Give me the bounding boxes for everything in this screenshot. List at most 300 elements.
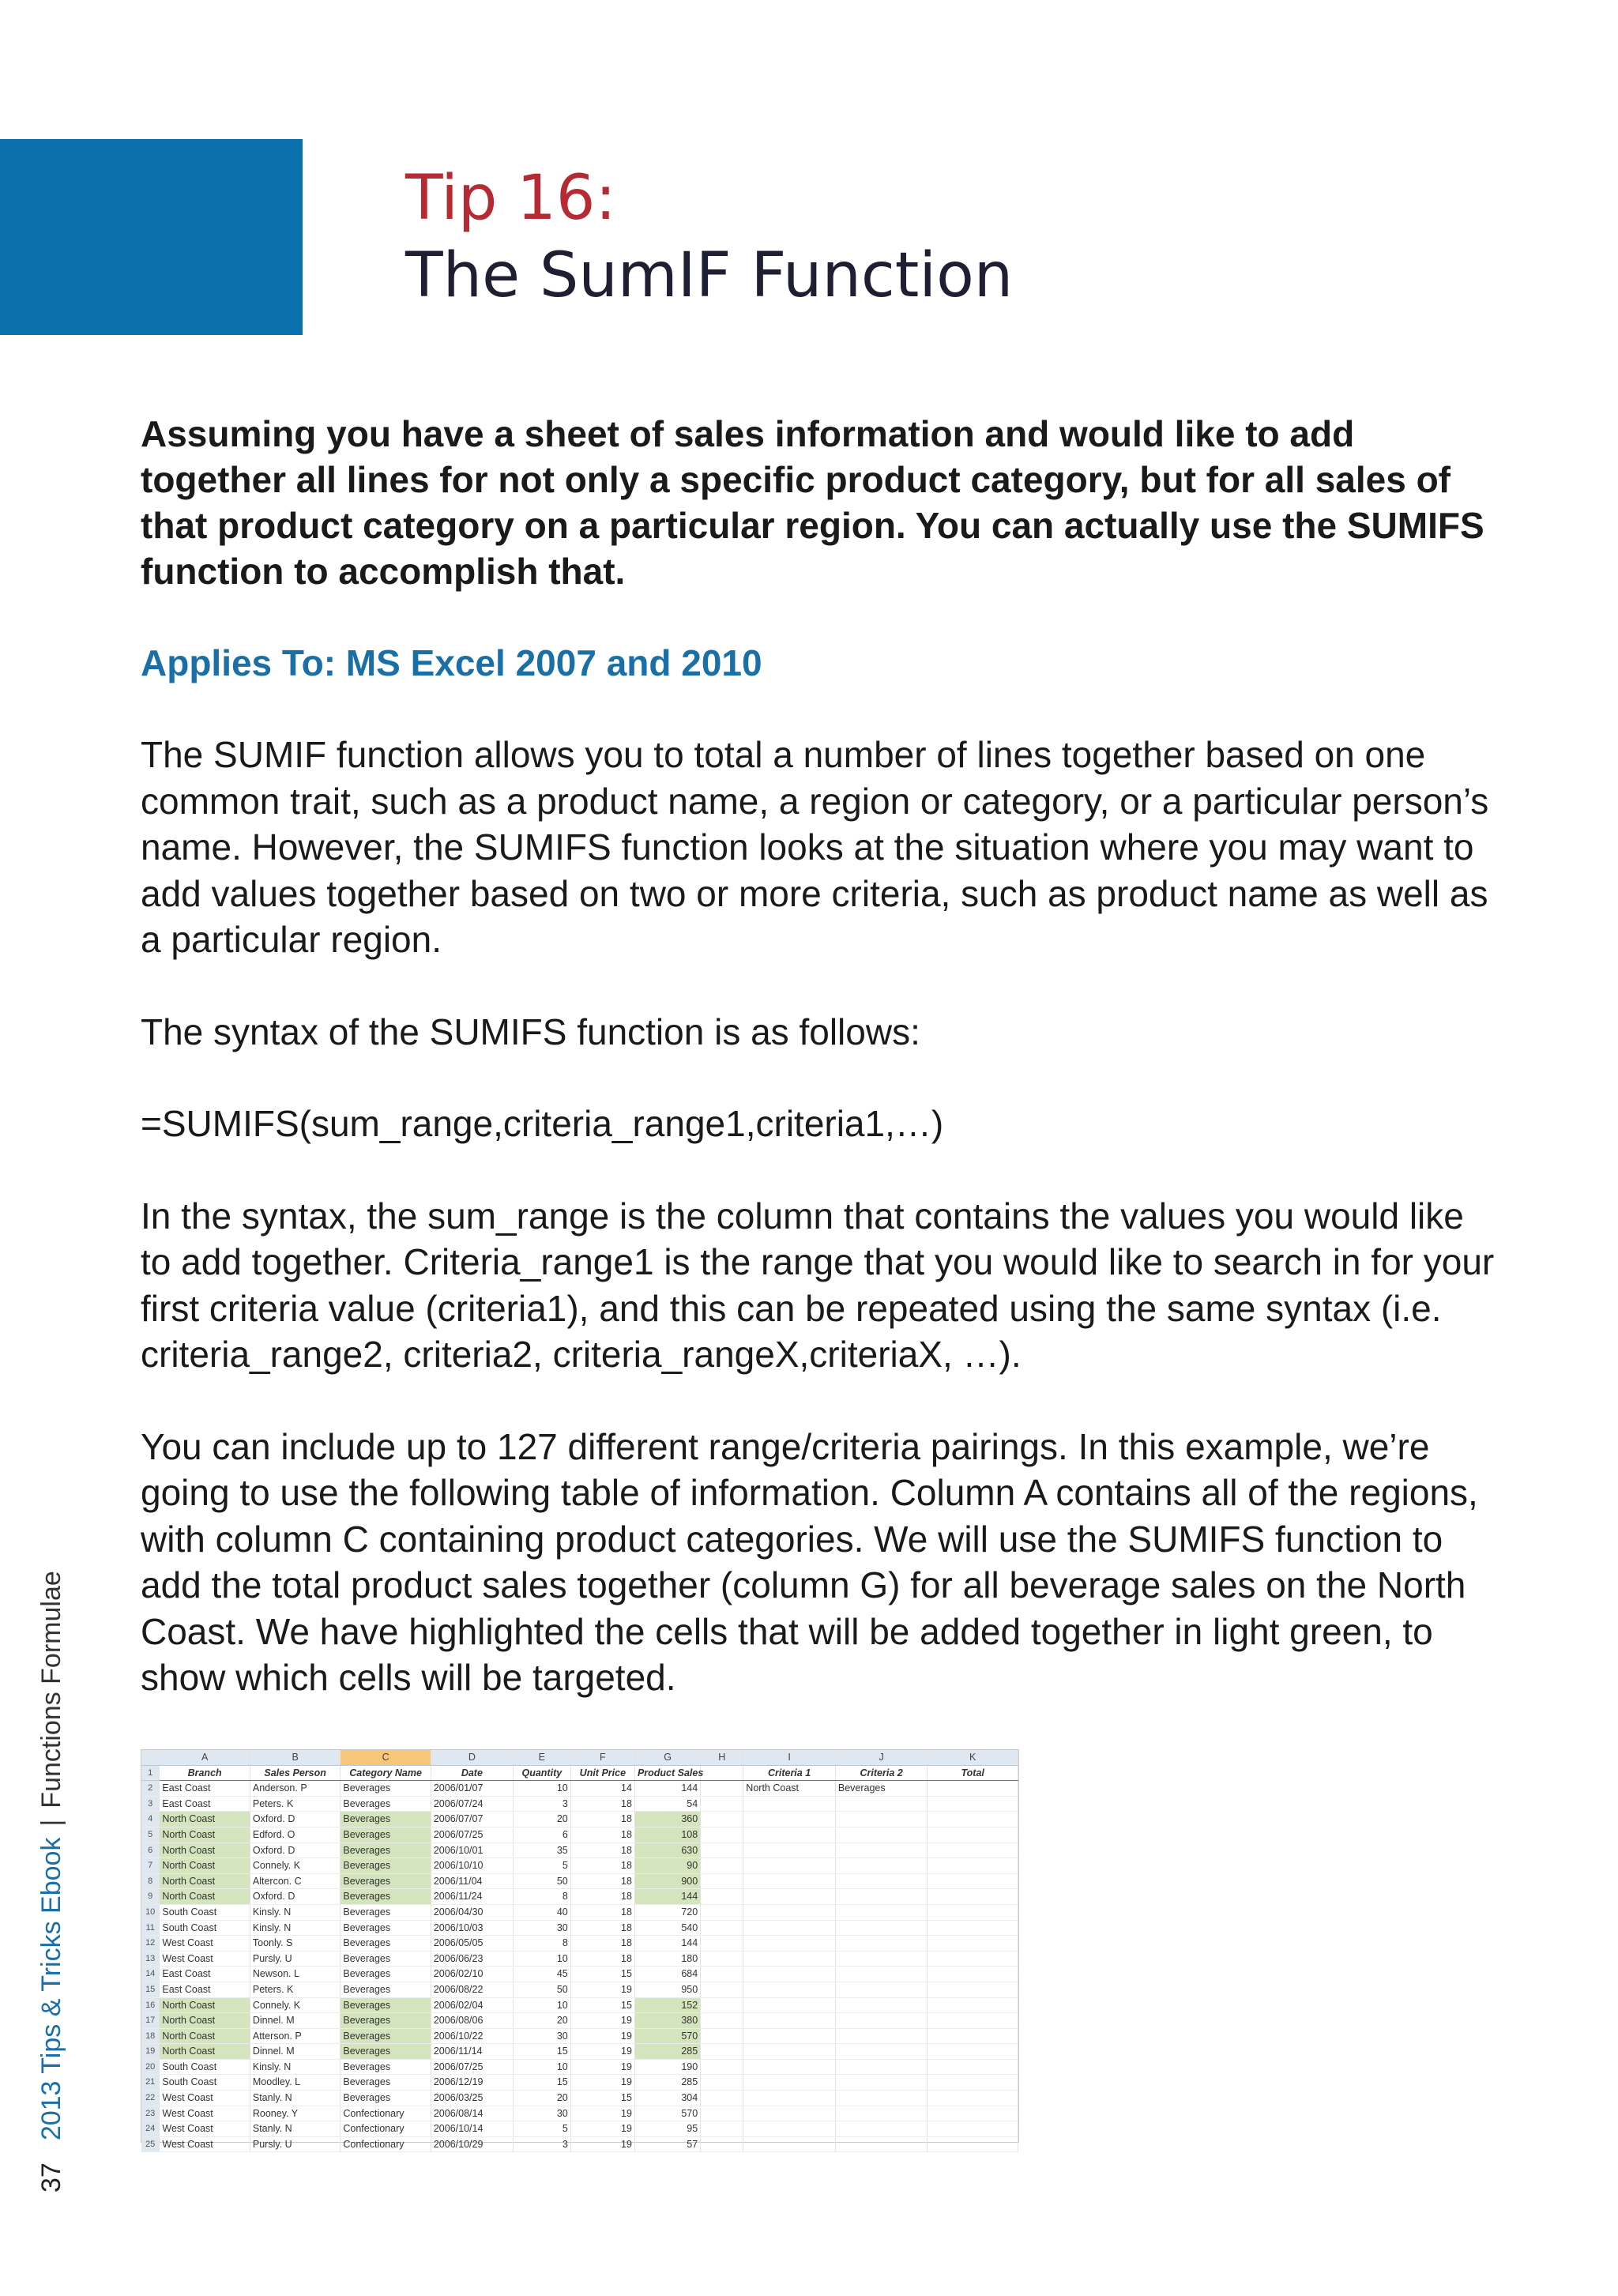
table-cell: North Coast [160,1858,250,1874]
table-cell: Beverages [341,1858,431,1874]
table-cell: North Coast [160,1812,250,1827]
table-cell [701,1842,743,1858]
table-cell: Kinsly. N [250,2059,340,2075]
table-cell: Rooney. Y [250,2106,340,2121]
table-row [141,2044,1018,2060]
table-cell: 152 [634,1997,700,2013]
table-row [141,2121,1018,2137]
table-cell: 2006/10/22 [431,2028,513,2044]
row-number: 11 [141,1920,160,1936]
table-cell [701,1951,743,1967]
row-number: 4 [141,1812,160,1827]
column-letter: C [341,1750,431,1765]
syntax-formula: =SUMIFS(sum_range,criteria_range1,criteria1,…) [141,1103,944,1144]
table-cell [835,1967,928,1982]
row-number: 1 [141,1765,160,1781]
row-number: 24 [141,2121,160,2137]
page-title: The SumIF Function [405,240,1014,311]
vertical-footer [32,1402,71,2192]
table-row [141,1951,1018,1967]
table-cell: 95 [634,2121,700,2137]
table-cell: 2006/10/29 [431,2136,513,2152]
table-cell: 15 [513,2075,570,2091]
table-cell [743,1982,836,1997]
page-number: 37 [36,2162,66,2192]
table-row [141,1827,1018,1842]
table-cell [701,1904,743,1920]
table-row [141,1982,1018,1997]
table-row [141,1997,1018,2013]
table-cell: 5 [513,2121,570,2137]
table-cell [701,1982,743,1997]
table-cell [835,1858,928,1874]
table-cell: 10 [513,1951,570,1967]
table-cell: 10 [513,1997,570,2013]
table-cell [928,1936,1018,1952]
table-cell [701,1920,743,1936]
table-cell: 19 [570,2121,634,2137]
table-cell: Beverages [341,1827,431,1842]
table-cell [928,2136,1018,2152]
table-cell [928,1889,1018,1905]
table-cell [743,2091,836,2106]
table-cell [743,2013,836,2029]
table-cell [743,2106,836,2121]
table-cell [835,1997,928,2013]
table-cell: 2006/07/25 [431,2059,513,2075]
table-cell [928,1812,1018,1827]
table-cell [928,1982,1018,1997]
table-row [141,2136,1018,2152]
table-cell [835,1951,928,1967]
table-cell: 570 [634,2028,700,2044]
column-letter: K [928,1750,1018,1765]
table-cell: 20 [513,1812,570,1827]
table-cell: 20 [513,2091,570,2106]
table-row [141,1858,1018,1874]
table-cell: 30 [513,2106,570,2121]
table-cell: Beverages [341,1951,431,1967]
table-row [141,2106,1018,2121]
table-cell: Confectionary [341,2106,431,2121]
table-cell [701,1873,743,1889]
table-cell [835,2106,928,2121]
table-cell [835,1904,928,1920]
table-cell: Beverages [341,2028,431,2044]
table-cell: 380 [634,2013,700,2029]
table-cell: South Coast [160,1920,250,1936]
table-cell: 2006/10/14 [431,2121,513,2137]
table-cell: 10 [513,1781,570,1797]
table-cell: 2006/02/04 [431,1997,513,2013]
table-cell: East Coast [160,1796,250,1812]
row-number: 12 [141,1936,160,1952]
table-cell: 2006/06/23 [431,1951,513,1967]
table-cell: 2006/12/19 [431,2075,513,2091]
table-cell: Beverages [341,1997,431,2013]
table-cell [701,1796,743,1812]
table-cell [743,2075,836,2091]
table-row [141,1889,1018,1905]
table-cell: Beverages [341,1904,431,1920]
table-cell: 360 [634,1812,700,1827]
table-cell: 2006/11/04 [431,1873,513,1889]
table-cell [835,2013,928,2029]
table-cell: Beverages [341,1842,431,1858]
table-cell [701,2091,743,2106]
table-cell [743,1967,836,1982]
table-cell [835,2136,928,2152]
row-number: 10 [141,1904,160,1920]
table-cell: 285 [634,2044,700,2060]
table-cell: 180 [634,1951,700,1967]
table-cell: 10 [513,2059,570,2075]
table-cell: South Coast [160,2075,250,2091]
table-cell: Pursly. U [250,2136,340,2152]
row-number: 16 [141,1997,160,2013]
row-number: 7 [141,1858,160,1874]
table-cell: 45 [513,1967,570,1982]
row-number: 20 [141,2059,160,2075]
table-cell: Edford. O [250,1827,340,1842]
table-cell: West Coast [160,1936,250,1952]
column-header: Quantity [513,1765,570,1781]
table-cell: North Coast [160,1997,250,2013]
table-cell [743,2136,836,2152]
table-cell: 19 [570,2075,634,2091]
table-cell [928,1827,1018,1842]
table-cell: 2006/10/01 [431,1842,513,1858]
table-cell: 5 [513,1858,570,1874]
table-cell: 30 [513,2028,570,2044]
table-cell: 2006/11/24 [431,1889,513,1905]
table-cell [701,2106,743,2121]
table-cell: 2006/03/25 [431,2091,513,2106]
row-number: 17 [141,2013,160,2029]
column-header [701,1765,743,1781]
table-cell [743,1936,836,1952]
row-number: 3 [141,1796,160,1812]
table-cell [835,2044,928,2060]
table-cell: 50 [513,1982,570,1997]
table-cell: 50 [513,1873,570,1889]
table-cell: 2006/07/25 [431,1827,513,1842]
table-cell: West Coast [160,2121,250,2137]
field-header-row [141,1765,1018,1781]
table-cell: 2006/10/10 [431,1858,513,1874]
table-cell [835,1827,928,1842]
table-cell [928,1873,1018,1889]
table-cell [743,1904,836,1920]
table-cell: 144 [634,1936,700,1952]
table-cell: 900 [634,1873,700,1889]
table-cell: 6 [513,1827,570,1842]
table-cell: 144 [634,1781,700,1797]
table-cell: Beverages [341,1873,431,1889]
table-cell: West Coast [160,2136,250,2152]
table-cell [701,1997,743,2013]
table-cell: 18 [570,1904,634,1920]
table-cell: 19 [570,1982,634,1997]
table-row [141,1936,1018,1952]
table-cell: 18 [570,1951,634,1967]
table-cell [743,1842,836,1858]
table-row [141,2013,1018,2029]
table-cell: 15 [570,1967,634,1982]
table-cell [743,1951,836,1967]
table-cell: 30 [513,1920,570,1936]
table-cell: Newson. L [250,1967,340,1982]
table-cell: 18 [570,1827,634,1842]
table-cell [701,1936,743,1952]
table-cell: 108 [634,1827,700,1842]
table-cell: 2006/08/06 [431,2013,513,2029]
table-cell: 40 [513,1904,570,1920]
tip-number: Tip 16: [405,163,616,234]
column-letter: B [250,1750,340,1765]
table-cell: West Coast [160,2091,250,2106]
table-cell [701,2075,743,2091]
table-row [141,1920,1018,1936]
table-cell [928,2059,1018,2075]
table-cell [743,2059,836,2075]
main-content [141,411,1499,1701]
table-cell [743,1920,836,1936]
table-row [141,2091,1018,2106]
table-cell [701,2121,743,2137]
table-cell: 18 [570,1858,634,1874]
table-cell [835,1873,928,1889]
table-row [141,1842,1018,1858]
book-title: 2013 Tips & Tricks Ebook [36,1837,66,2141]
table-cell: 18 [570,1842,634,1858]
table-cell: North Coast [160,1842,250,1858]
table-cell: Beverages [341,2075,431,2091]
table-cell: North Coast [160,1889,250,1905]
header-color-block [0,139,303,335]
table-cell [743,2044,836,2060]
column-header: Criteria 2 [835,1765,928,1781]
table-cell: 630 [634,1842,700,1858]
row-number: 8 [141,1873,160,1889]
table-cell [743,1827,836,1842]
table-cell: 19 [570,2028,634,2044]
table-cell: Atterson. P [250,2028,340,2044]
table-cell: Kinsly. N [250,1920,340,1936]
table-cell [701,2059,743,2075]
applies-to: Applies To: MS Excel 2007 and 2010 [141,642,762,683]
table-cell: North Coast [160,1873,250,1889]
row-number: 22 [141,2091,160,2106]
table-cell [928,1796,1018,1812]
column-header: Product Sales [634,1765,700,1781]
table-cell: North Coast [160,2013,250,2029]
table-cell: North Coast [160,1827,250,1842]
table-cell: East Coast [160,1967,250,1982]
table-cell: 2006/07/24 [431,1796,513,1812]
table-cell [835,2059,928,2075]
table-cell: Peters. K [250,1982,340,1997]
table-cell: Beverages [341,1812,431,1827]
table-cell: 3 [513,2136,570,2152]
table-cell: 2006/05/05 [431,1936,513,1952]
table-cell: 15 [513,2044,570,2060]
table-cell [835,1936,928,1952]
table-cell [835,1982,928,1997]
table-cell [743,1889,836,1905]
table-cell [743,1812,836,1827]
table-cell: 19 [570,2044,634,2060]
column-letter: G [634,1750,700,1765]
table-cell [928,2028,1018,2044]
spreadsheet-screenshot [141,1749,1019,2150]
column-letter: D [431,1750,513,1765]
table-cell [835,1796,928,1812]
table-cell: 18 [570,1936,634,1952]
column-letter: H [701,1750,743,1765]
body-paragraph-2: The syntax of the SUMIFS function is as follows: [141,1011,920,1052]
row-number: 6 [141,1842,160,1858]
table-row [141,1873,1018,1889]
table-cell: Beverages [341,1967,431,1982]
row-number: 15 [141,1982,160,1997]
row-number: 21 [141,2075,160,2091]
table-cell: 8 [513,1936,570,1952]
table-cell [928,1967,1018,1982]
table-cell: North Coast [160,2044,250,2060]
table-cell [743,1873,836,1889]
table-cell [701,1858,743,1874]
table-cell: 15 [570,1997,634,2013]
table-cell: Peters. K [250,1796,340,1812]
spreadsheet-table [141,1750,1018,2152]
table-cell [928,2044,1018,2060]
table-cell: Beverages [341,1920,431,1936]
table-cell [701,2136,743,2152]
table-cell [743,1796,836,1812]
table-cell: West Coast [160,1951,250,1967]
lead-paragraph: Assuming you have a sheet of sales information and would like to add together all lines for not only a specific product category, but for all sales of that product category on a particular region. You can actually use the SUMIFS function to accomplish that. [141,413,1484,592]
row-number: 18 [141,2028,160,2044]
table-cell: Beverages [341,1936,431,1952]
table-cell [928,2075,1018,2091]
table-cell: East Coast [160,1982,250,1997]
table-cell: 2006/08/14 [431,2106,513,2121]
column-header: Total [928,1765,1018,1781]
table-cell: Beverages [341,2044,431,2060]
column-letter: J [835,1750,928,1765]
table-cell: North Coast [160,2028,250,2044]
column-header: Branch [160,1765,250,1781]
table-cell: 2006/11/14 [431,2044,513,2060]
column-header: Sales Person [250,1765,340,1781]
table-cell: Altercon. C [250,1873,340,1889]
table-cell: 19 [570,2013,634,2029]
row-number: 2 [141,1781,160,1797]
table-cell: South Coast [160,2059,250,2075]
table-row [141,1781,1018,1797]
table-row [141,1796,1018,1812]
table-cell [701,1827,743,1842]
table-cell [928,1951,1018,1967]
table-cell: 2006/08/22 [431,1982,513,1997]
table-cell: 8 [513,1889,570,1905]
body-paragraph-4: You can include up to 127 different range/criteria pairings. In this example, we’re going to use the following table of information. Column A contains all of the regions, with column C containing product categories. We will use the SUMIFS function to add the total product sales together (column G) for all beverage sales on the North Coast. We have highlighted the cells that will be added together in light green, to show which cells will be targeted. [141,1425,1478,1698]
table-cell: Toonly. S [250,1936,340,1952]
table-cell: Stanly. N [250,2121,340,2137]
table-cell [928,1781,1018,1797]
row-number: 13 [141,1951,160,1967]
table-cell: 144 [634,1889,700,1905]
table-row [141,2075,1018,2091]
table-row [141,2028,1018,2044]
table-cell [743,2121,836,2137]
table-cell: Beverages [341,2091,431,2106]
table-cell: 3 [513,1796,570,1812]
table-cell [743,1858,836,1874]
table-cell: Oxford. D [250,1812,340,1827]
table-cell: Moodley. L [250,2075,340,2091]
table-cell: Connely. K [250,1858,340,1874]
table-cell: 19 [570,2059,634,2075]
table-cell: 2006/01/07 [431,1781,513,1797]
table-cell: Pursly. U [250,1951,340,1967]
table-cell: 14 [570,1781,634,1797]
table-cell: Oxford. D [250,1889,340,1905]
table-cell: 2006/04/30 [431,1904,513,1920]
table-cell [701,2044,743,2060]
row-number: 5 [141,1827,160,1842]
table-cell: 18 [570,1889,634,1905]
table-cell [835,2091,928,2106]
table-row [141,2059,1018,2075]
table-cell [701,1967,743,1982]
table-cell [701,1781,743,1797]
table-cell: Connely. K [250,1997,340,2013]
table-cell: Anderson. P [250,1781,340,1797]
table-cell [835,1889,928,1905]
table-cell [835,1920,928,1936]
table-cell: Dinnel. M [250,2044,340,2060]
table-cell: Confectionary [341,2121,431,2137]
table-cell [701,2013,743,2029]
table-cell: North Coast [743,1781,836,1797]
row-number: 14 [141,1967,160,1982]
table-cell: 19 [570,2136,634,2152]
table-cell [928,2121,1018,2137]
table-cell [928,1997,1018,2013]
column-header: Date [431,1765,513,1781]
table-cell: Stanly. N [250,2091,340,2106]
column-letter: A [160,1750,250,1765]
table-cell [835,2121,928,2137]
table-cell: 190 [634,2059,700,2075]
table-cell: 20 [513,2013,570,2029]
table-cell: 18 [570,1796,634,1812]
table-cell: East Coast [160,1781,250,1797]
table-cell: 2006/02/10 [431,1967,513,1982]
column-letter: E [513,1750,570,1765]
table-cell: Beverages [341,1781,431,1797]
row-number: 25 [141,2136,160,2152]
table-cell [835,2075,928,2091]
table-cell: Beverages [341,1982,431,1997]
table-cell: 54 [634,1796,700,1812]
table-cell [928,1842,1018,1858]
section-title: Functions Formulae [36,1571,66,1809]
table-cell: West Coast [160,2106,250,2121]
table-cell: 57 [634,2136,700,2152]
